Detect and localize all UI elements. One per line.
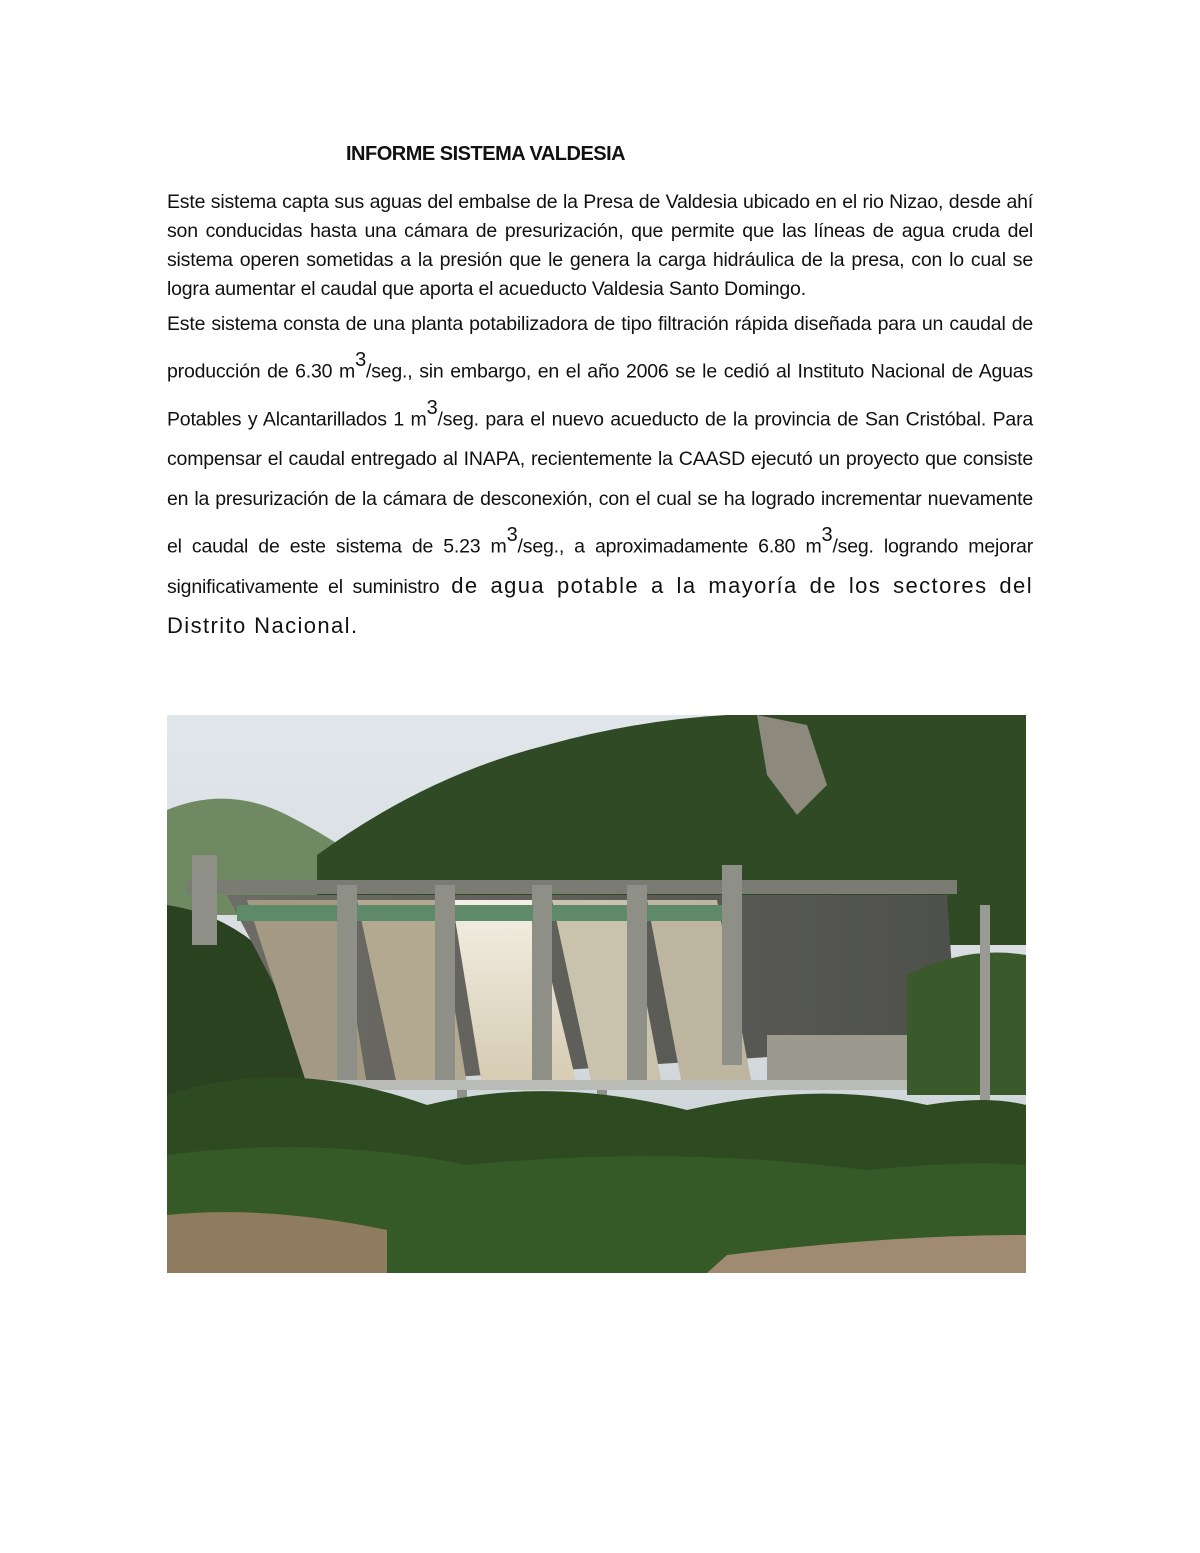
p2-part-c: /seg. para el nuevo acueducto de la provincia de San Cristóbal. Para compensar el caudal entregado al INAPA, recientemente la CAASD ejecutó un proyecto que consiste en la presurización de la cámara de desconexión, con el cual se ha logrado incrementar nuevamente el caudal de este sistema de 5.23 m (167, 408, 1034, 558)
p2-part-e: /seg. logrando mejorar significativamente el suministro (167, 535, 1033, 598)
paragraph-1: Este sistema capta sus aguas del embalse de la Presa de Valdesia ubicado en el rio Nizao, desde ahí son conducidas hasta una cámara de presurización, que permite que las líneas de agua cruda del sistema operen sometidas a la presión que le genera la carga hidráulica de la presa, con lo cual se logra aumentar el caudal que aporta el acueducto Valdesia Santo Domingo. (167, 191, 1033, 300)
cubic-superscript: 3 (426, 396, 438, 419)
paragraph-2 (167, 304, 1033, 647)
document-title: INFORME SISTEMA VALDESIA (346, 143, 626, 165)
dam-illustration (167, 715, 1026, 1273)
right-forest (907, 953, 1026, 1096)
p2-part-b: /seg., sin embargo, en el año 2006 se le cedió al Instituto Nacional de Aguas Potables y Alcantarillados 1 m (167, 360, 1033, 430)
dam-photo (167, 715, 1026, 1273)
spillway-gates (237, 905, 722, 921)
document-body (167, 188, 1033, 647)
cubic-superscript: 3 (355, 349, 366, 371)
cubic-superscript: 3 (821, 524, 833, 546)
cubic-superscript: 3 (506, 524, 518, 546)
p2-part-a: Este sistema consta de una planta potabilizadora de tipo filtración rápida diseñada para un caudal de producción de 6.30 m (167, 313, 1033, 383)
p2-part-d: /seg., a aproximadamente 6.80 m (517, 535, 822, 558)
p2-tail: de agua potable a la mayoría de los sectores del Distrito Nacional. (167, 572, 1033, 638)
dam-crest (187, 880, 957, 894)
